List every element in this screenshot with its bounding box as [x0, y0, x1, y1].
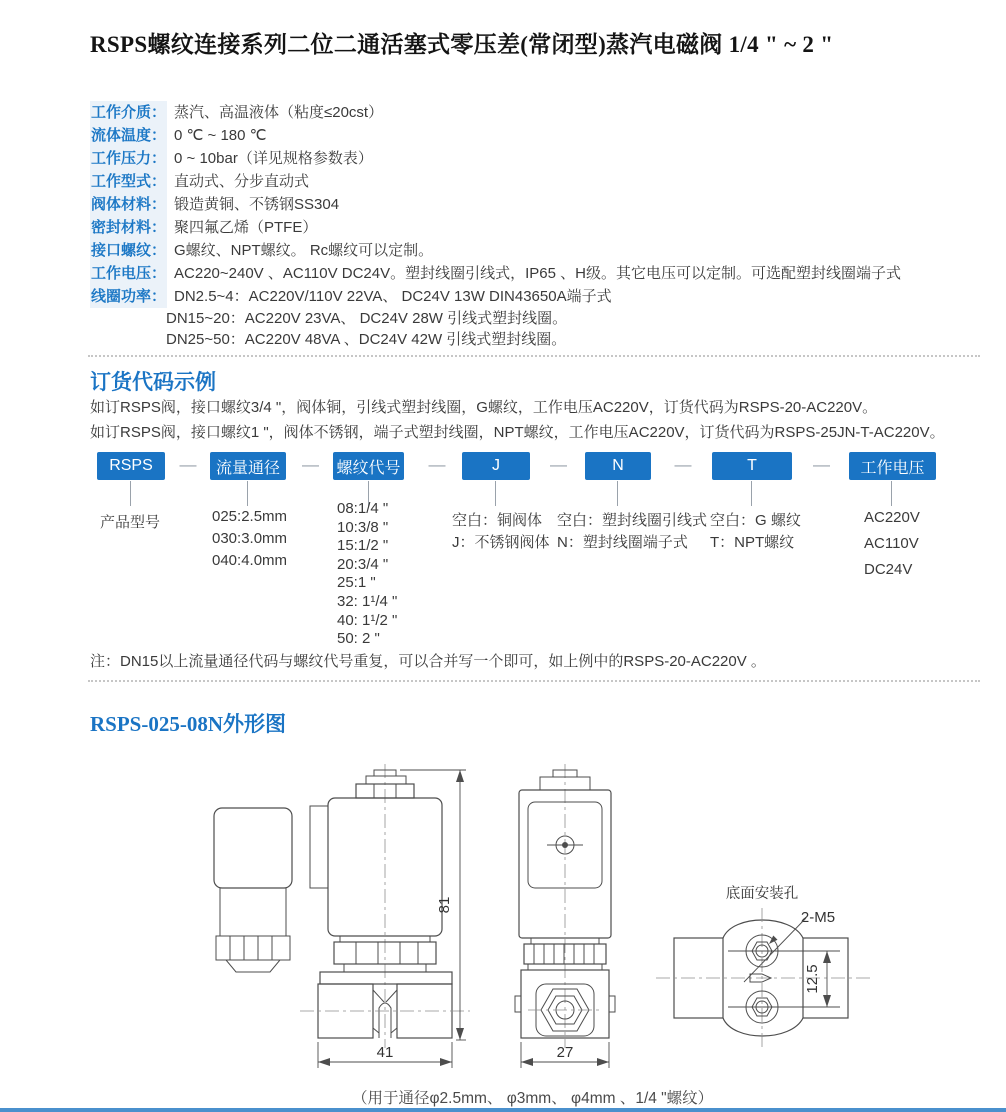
bottom-view-title: 底面安装孔	[725, 886, 799, 902]
spec-value: AC220~240V 、AC110V DC24V。塑封线圈引线式，IP65 、H级。其它电压可以定制。可选配塑封线圈端子式	[174, 265, 901, 282]
column-line: 040:4.0mm	[212, 552, 288, 569]
column-line: AC110V	[864, 535, 919, 552]
spec-label: 工作介质：	[90, 101, 167, 124]
column-line: 025:2.5mm	[212, 508, 288, 525]
spec-value: 锻造黄铜、不锈钢SS304	[174, 196, 340, 213]
front-view	[515, 764, 615, 1068]
spec-value: G螺纹、NPT螺纹。 Rc螺纹可以定制。	[174, 242, 434, 259]
column-line: 40: 1¹/2 "	[337, 611, 398, 629]
order-example-line: 如订RSPS阀，接口螺纹3/4 "，阀体铜，引线式塑封线圈，G螺纹，工作电压AC220V，订货代码为RSPS-20-AC220V。	[90, 399, 878, 416]
code-column-model	[100, 512, 160, 534]
column-line: 25:1 "	[337, 574, 376, 592]
code-box-voltage: 工作电压	[849, 452, 936, 480]
din-connector	[214, 808, 292, 888]
cable-gland	[216, 936, 290, 960]
dim-41-label: 41	[376, 1044, 394, 1061]
order-section-heading: 订货代码示例	[90, 370, 216, 394]
spec-label: 阀体材料：	[90, 193, 167, 216]
dim-81-label: 81	[436, 896, 453, 914]
column-line: 32: 1¹/4 "	[337, 592, 398, 610]
column-line: 20:3/4 "	[337, 555, 389, 573]
spec-row	[90, 193, 901, 216]
column-line: J：不锈钢阀体	[452, 534, 550, 551]
hole-spacing-label: 12.5	[804, 964, 821, 994]
code-dash: —	[428, 455, 446, 474]
column-line: 50: 2 "	[337, 630, 380, 648]
spec-label: 密封材料：	[90, 216, 167, 239]
column-line: T：NPT螺纹	[710, 534, 795, 551]
spec-list	[90, 101, 901, 350]
spec-row	[90, 147, 901, 170]
code-column-flow-size	[212, 506, 287, 572]
drawing-section-heading: RSPS-025-08N外形图	[90, 712, 287, 736]
spec-label: 接口螺纹：	[90, 239, 167, 262]
code-dash: —	[813, 455, 830, 474]
spec-value: 0 ℃ ~ 180 ℃	[174, 127, 267, 144]
spec-row	[90, 239, 901, 262]
column-line: 空白：铜阀体	[452, 512, 543, 529]
connector-line	[617, 481, 618, 506]
connector-line	[247, 481, 248, 506]
code-column-body-material	[452, 510, 550, 554]
spec-label: 工作型式：	[90, 170, 167, 193]
column-line: N：塑封线圈端子式	[557, 534, 688, 551]
connector-line	[891, 481, 892, 506]
order-code-diagram	[0, 450, 1006, 650]
code-column-coil-type	[557, 510, 707, 554]
spec-label: 工作压力：	[90, 147, 167, 170]
code-dash: —	[674, 455, 692, 474]
column-line: DC24V	[864, 561, 913, 578]
order-note: 注：DN15以上流量通径代码与螺纹代号重复，可以合并写一个即可，如上例中的RSPS-20-AC220V 。	[90, 653, 766, 670]
code-column-thread-standard	[710, 510, 801, 554]
spec-value: DN2.5~4：AC220V/110V 22VA、 DC24V 13W DIN43650A端子式	[174, 288, 612, 305]
column-line: 030:3.0mm	[212, 530, 288, 547]
column-line: 10:3/8 "	[337, 518, 389, 536]
spec-label: 线圈功率：	[90, 285, 167, 308]
spec-row	[90, 101, 901, 124]
valve-outline-drawing	[0, 755, 1006, 1090]
column-line: 15:1/2 "	[337, 537, 389, 555]
spec-row	[90, 124, 901, 147]
page-title: RSPS螺纹连接系列二位二通活塞式零压差(常闭型)蒸汽电磁阀 1/4 " ~ 2 "	[90, 32, 834, 57]
connector-line	[495, 481, 496, 506]
spec-value: 聚四氟乙烯（PTFE）	[174, 219, 318, 236]
column-line: 空白：塑封线圈引线式	[557, 512, 708, 529]
dotted-separator	[88, 680, 980, 682]
coil-power-line: DN25~50：AC220V 48VA 、DC24V 42W 引线式塑封线圈。	[166, 331, 567, 348]
order-example-line: 如订RSPS阀，接口螺纹1 "，阀体不锈钢，端子式塑封线圈，NPT螺纹，工作电压AC220V，订货代码为RSPS-25JN-T-AC220V。	[90, 424, 945, 441]
code-dash: —	[550, 455, 567, 474]
footer-bar	[0, 1108, 1006, 1112]
column-line: 08:1/4 "	[337, 500, 389, 517]
spec-value: 0 ~ 10bar（详见规格参数表）	[174, 150, 373, 167]
code-dash: —	[302, 455, 319, 474]
dim-27-label: 27	[556, 1044, 574, 1061]
spec-value: 直动式、分步直动式	[174, 173, 310, 190]
side-view	[214, 764, 470, 1068]
dotted-separator	[88, 355, 980, 357]
code-box-model: RSPS	[97, 452, 165, 480]
code-column-thread-code	[337, 500, 397, 649]
spec-row	[90, 262, 901, 285]
spec-value: 蒸汽、高温液体（粘度≤20cst）	[174, 104, 384, 121]
drawing-caption: （用于通径φ2.5mm、 φ3mm、 φ4mm 、1/4 "螺纹）	[352, 1090, 714, 1107]
connector-line	[130, 481, 131, 506]
coil-power-line: DN15~20：AC220V 23VA、 DC24V 28W 引线式塑封线圈。	[166, 310, 568, 327]
spec-label: 流体温度：	[90, 124, 167, 147]
bottom-view	[656, 884, 872, 1048]
spec-row	[90, 170, 901, 193]
code-column-voltage	[864, 505, 920, 583]
spec-label: 工作电压：	[90, 262, 167, 285]
code-box-thread-code: 螺纹代号	[333, 452, 404, 480]
column-line: 空白：G 螺纹	[710, 512, 801, 529]
spec-row	[90, 285, 901, 308]
code-dash: —	[179, 455, 197, 474]
connector-line	[751, 481, 752, 506]
code-box-body-material: J	[462, 452, 530, 480]
column-line: AC220V	[864, 509, 920, 526]
code-box-flow-size: 流量通径	[210, 452, 286, 480]
holes-label: 2-M5	[800, 909, 836, 926]
spec-row	[90, 216, 901, 239]
code-box-thread-standard: T	[712, 452, 792, 480]
column-line: 产品型号	[100, 514, 161, 531]
code-box-coil-type: N	[585, 452, 651, 480]
